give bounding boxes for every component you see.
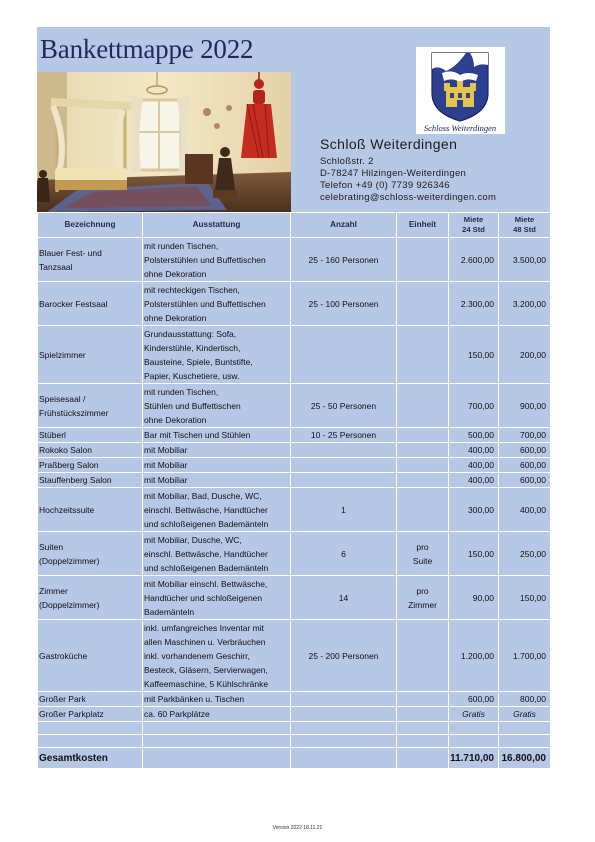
bezeichnung-line: Spielzimmer — [39, 349, 86, 360]
cell-bezeichnung — [38, 326, 143, 384]
document-title: Bankettmappe 2022 — [40, 34, 254, 64]
ausstattung-line: Polsterstühlen und Buffettischen — [144, 298, 266, 309]
email-address[interactable]: celebrating@schloss-weiterdingen.com — [320, 192, 497, 203]
header-miete-48-line1: Miete — [514, 215, 535, 224]
cell-anzahl: 14 — [291, 576, 397, 620]
cell-anzahl: 10 - 25 Personen — [291, 428, 397, 443]
ausstattung-line: Stühlen und Buffettischen — [144, 400, 241, 411]
ausstattung-line: mit runden Tischen, — [144, 386, 219, 397]
cell-einheit — [397, 488, 449, 532]
ausstattung-line: Besteck, Gläsern, Servierwagen, — [144, 664, 268, 675]
cell-bezeichnung — [38, 384, 143, 428]
total-row — [38, 748, 551, 769]
ausstattung-line: mit Parkbänken u. Tischen — [144, 694, 245, 704]
cell-miete-48: 200,00 — [499, 326, 551, 384]
cell-miete-48: Gratis — [499, 707, 551, 722]
cell-ausstattung — [143, 458, 291, 473]
cell-einheit — [397, 532, 449, 576]
table-body — [38, 238, 551, 722]
cell-anzahl: 6 — [291, 532, 397, 576]
ausstattung-line: und schloßeigenen Bademänteln — [144, 518, 269, 529]
ausstattung-line: mit Mobiliar — [144, 460, 188, 470]
total-miete-48: 16.800,00 — [499, 748, 551, 769]
ausstattung-line: und schloßeigenen Bademänteln — [144, 562, 269, 573]
table-row — [38, 458, 551, 473]
phone-number: Telefon +49 (0) 7739 926346 — [320, 180, 450, 191]
cell-ausstattung — [143, 238, 291, 282]
bezeichnung-line: Frühstückszimmer — [39, 407, 109, 418]
cell-miete-24: 2.600,00 — [449, 238, 499, 282]
cell-einheit — [397, 326, 449, 384]
pricing-table — [37, 212, 551, 769]
ausstattung-line: einschl. Bettwäsche, Handtücher — [144, 504, 268, 515]
total-label: Gesamtkosten — [38, 748, 143, 769]
cell-anzahl — [291, 458, 397, 473]
ausstattung-line: Kaffeemaschine, 5 Kühlschränke — [144, 678, 269, 689]
table-row — [38, 473, 551, 488]
cell-ausstattung — [143, 428, 291, 443]
cell-anzahl: 25 - 100 Personen — [291, 282, 397, 326]
header-miete-48-line2: 48 Std — [513, 225, 536, 234]
bezeichnung-line: Hochzeitssuite — [39, 504, 95, 515]
ausstattung-line: inkl. vorhandenem Geschirr, — [144, 650, 250, 661]
cell-anzahl: 25 - 160 Personen — [291, 238, 397, 282]
cell-miete-24: 700,00 — [449, 384, 499, 428]
bezeichnung-line: (Doppelzimmer) — [39, 599, 100, 610]
cell-miete-24: 400,00 — [449, 473, 499, 488]
ausstattung-line: ca. 60 Parkplätze — [144, 709, 210, 719]
bezeichnung-line: Großer Parkplatz — [39, 709, 104, 719]
bezeichnung-line: Gastroküche — [39, 650, 88, 661]
total-miete-24: 11.710,00 — [449, 748, 499, 769]
cell-ausstattung — [143, 620, 291, 692]
header-bezeichnung: Bezeichnung — [38, 213, 143, 238]
cell-anzahl — [291, 326, 397, 384]
cell-bezeichnung — [38, 532, 143, 576]
cell-ausstattung — [143, 473, 291, 488]
header-miete-24 — [449, 213, 499, 238]
cell-miete-48: 600,00 — [499, 458, 551, 473]
venue-info — [320, 136, 496, 204]
ausstattung-line: Bademänteln — [144, 606, 195, 617]
cell-ausstattung — [143, 707, 291, 722]
bezeichnung-line: Suiten — [39, 541, 64, 552]
bezeichnung-line: (Doppelzimmer) — [39, 555, 100, 566]
crest-logo — [416, 47, 505, 134]
cell-ausstattung — [143, 384, 291, 428]
table-row — [38, 428, 551, 443]
ausstattung-line: Grundausstattung: Sofa, — [144, 328, 237, 339]
cell-anzahl: 25 - 50 Personen — [291, 384, 397, 428]
bezeichnung-line: Zimmer — [39, 585, 68, 596]
table-row — [38, 282, 551, 326]
cell-bezeichnung — [38, 576, 143, 620]
table-row — [38, 326, 551, 384]
cell-anzahl — [291, 443, 397, 458]
cell-einheit — [397, 576, 449, 620]
header-miete-24-line2: 24 Std — [462, 225, 485, 234]
spacer-row — [38, 735, 551, 748]
einheit-line: Zimmer — [408, 599, 437, 610]
cell-anzahl — [291, 473, 397, 488]
bezeichnung-line: Tanzsaal — [39, 261, 73, 272]
cell-einheit — [397, 458, 449, 473]
cell-bezeichnung — [38, 473, 143, 488]
bezeichnung-line: Speisesaal / — [39, 393, 86, 404]
cell-miete-48: 600,00 — [499, 473, 551, 488]
ausstattung-line: Bar mit Tischen und Stühlen — [144, 430, 251, 440]
cell-anzahl: 25 - 200 Personen — [291, 620, 397, 692]
cell-einheit — [397, 473, 449, 488]
cell-einheit — [397, 384, 449, 428]
cell-bezeichnung — [38, 707, 143, 722]
version-footer: Version 2022 18.11.21 — [272, 825, 323, 831]
einheit-line: Suite — [412, 555, 433, 566]
ausstattung-line: Kinderstühle, Kindertisch, — [144, 342, 241, 353]
cell-miete-48: 1.700,00 — [499, 620, 551, 692]
ausstattung-line: Bausteine, Spiele, Buntstifte, — [144, 356, 253, 367]
address-city: D-78247 Hilzingen-Weiterdingen — [320, 168, 467, 179]
cell-miete-48: 3.500,00 — [499, 238, 551, 282]
cell-einheit — [397, 238, 449, 282]
spacer-row — [38, 722, 551, 735]
cell-miete-48: 800,00 — [499, 692, 551, 707]
ausstattung-line: inkl. umfangreiches Inventar mit — [144, 622, 264, 633]
ausstattung-line: mit Mobiliar — [144, 475, 188, 485]
cell-anzahl — [291, 707, 397, 722]
ausstattung-line: mit rechteckigen Tischen, — [144, 284, 240, 295]
table-header-row — [38, 213, 551, 238]
cell-bezeichnung — [38, 488, 143, 532]
table-row — [38, 488, 551, 532]
cell-bezeichnung — [38, 238, 143, 282]
cell-einheit — [397, 620, 449, 692]
header-anzahl: Anzahl — [291, 213, 397, 238]
cell-einheit — [397, 443, 449, 458]
cell-einheit — [397, 707, 449, 722]
ausstattung-line: ohne Dekoration — [144, 312, 207, 323]
cell-miete-48: 150,00 — [499, 576, 551, 620]
cell-bezeichnung — [38, 282, 143, 326]
bezeichnung-line: Praßberg Salon — [39, 460, 99, 470]
cell-einheit — [397, 282, 449, 326]
cell-miete-24: 1.200,00 — [449, 620, 499, 692]
cell-ausstattung — [143, 692, 291, 707]
cell-miete-24: 150,00 — [449, 532, 499, 576]
header-einheit: Einheit — [397, 213, 449, 238]
cell-miete-48: 3.200,00 — [499, 282, 551, 326]
table-row — [38, 443, 551, 458]
room-photo — [37, 72, 291, 212]
cell-bezeichnung — [38, 620, 143, 692]
bezeichnung-line: Rokoko Salon — [39, 445, 92, 455]
cell-miete-24: 500,00 — [449, 428, 499, 443]
table-row — [38, 384, 551, 428]
cell-miete-24: 600,00 — [449, 692, 499, 707]
ausstattung-line: mit Mobiliar, Dusche, WC, — [144, 534, 242, 545]
ausstattung-line: Papier, Kuschetiere, usw. — [144, 370, 240, 381]
cell-einheit — [397, 428, 449, 443]
address-street: Schloßstr. 2 — [320, 156, 374, 167]
ausstattung-line: ohne Dekoration — [144, 268, 207, 279]
cell-einheit — [397, 692, 449, 707]
ausstattung-line: mit runden Tischen, — [144, 240, 219, 251]
table-row — [38, 576, 551, 620]
cell-ausstattung — [143, 282, 291, 326]
cell-miete-24: 300,00 — [449, 488, 499, 532]
table-row — [38, 620, 551, 692]
ausstattung-line: mit Mobiliar — [144, 445, 188, 455]
ausstattung-line: einschl. Bettwäsche, Handtücher — [144, 548, 268, 559]
cell-ausstattung — [143, 488, 291, 532]
cell-miete-24: 400,00 — [449, 443, 499, 458]
header-miete-48 — [499, 213, 551, 238]
header-miete-24-line1: Miete — [463, 215, 484, 224]
cell-miete-24: 150,00 — [449, 326, 499, 384]
ausstattung-line: mit Mobiliar einschl. Bettwäsche, — [144, 578, 268, 589]
cell-ausstattung — [143, 443, 291, 458]
ausstattung-line: Handtücher und schloßeigenen — [144, 592, 263, 603]
cell-ausstattung — [143, 326, 291, 384]
ausstattung-line: allen Maschinen u. Verbräuchen — [144, 636, 266, 647]
cell-miete-24: Gratis — [449, 707, 499, 722]
table-row — [38, 707, 551, 722]
crest-caption: Schloss Weiterdingen — [423, 123, 497, 133]
header-ausstattung: Ausstattung — [143, 213, 291, 238]
bezeichnung-line: Stauffenberg Salon — [39, 475, 112, 485]
bezeichnung-line: Blauer Fest- und — [39, 247, 102, 258]
cell-ausstattung — [143, 532, 291, 576]
einheit-line: pro — [416, 541, 429, 552]
cell-bezeichnung — [38, 458, 143, 473]
einheit-line: pro — [416, 585, 429, 596]
cell-anzahl — [291, 692, 397, 707]
table-row — [38, 238, 551, 282]
bezeichnung-line: Stüberl — [39, 430, 66, 440]
cell-miete-24: 400,00 — [449, 458, 499, 473]
table-row — [38, 532, 551, 576]
cell-anzahl: 1 — [291, 488, 397, 532]
cell-bezeichnung — [38, 692, 143, 707]
bezeichnung-line: Barocker Festsaal — [39, 298, 108, 309]
bezeichnung-line: Großer Park — [39, 694, 86, 704]
cell-miete-48: 700,00 — [499, 428, 551, 443]
cell-miete-24: 90,00 — [449, 576, 499, 620]
cell-ausstattung — [143, 576, 291, 620]
venue-name: Schloß Weiterdingen — [320, 136, 458, 152]
cell-miete-24: 2.300,00 — [449, 282, 499, 326]
cell-bezeichnung — [38, 443, 143, 458]
ausstattung-line: mit Mobiliar, Bad, Dusche, WC, — [144, 490, 262, 501]
cell-miete-48: 250,00 — [499, 532, 551, 576]
cell-miete-48: 400,00 — [499, 488, 551, 532]
ausstattung-line: Polsterstühlen und Buffettischen — [144, 254, 266, 265]
ausstattung-line: ohne Dekoration — [144, 414, 207, 425]
cell-bezeichnung — [38, 428, 143, 443]
table-row — [38, 692, 551, 707]
cell-miete-48: 600,00 — [499, 443, 551, 458]
cell-miete-48: 900,00 — [499, 384, 551, 428]
